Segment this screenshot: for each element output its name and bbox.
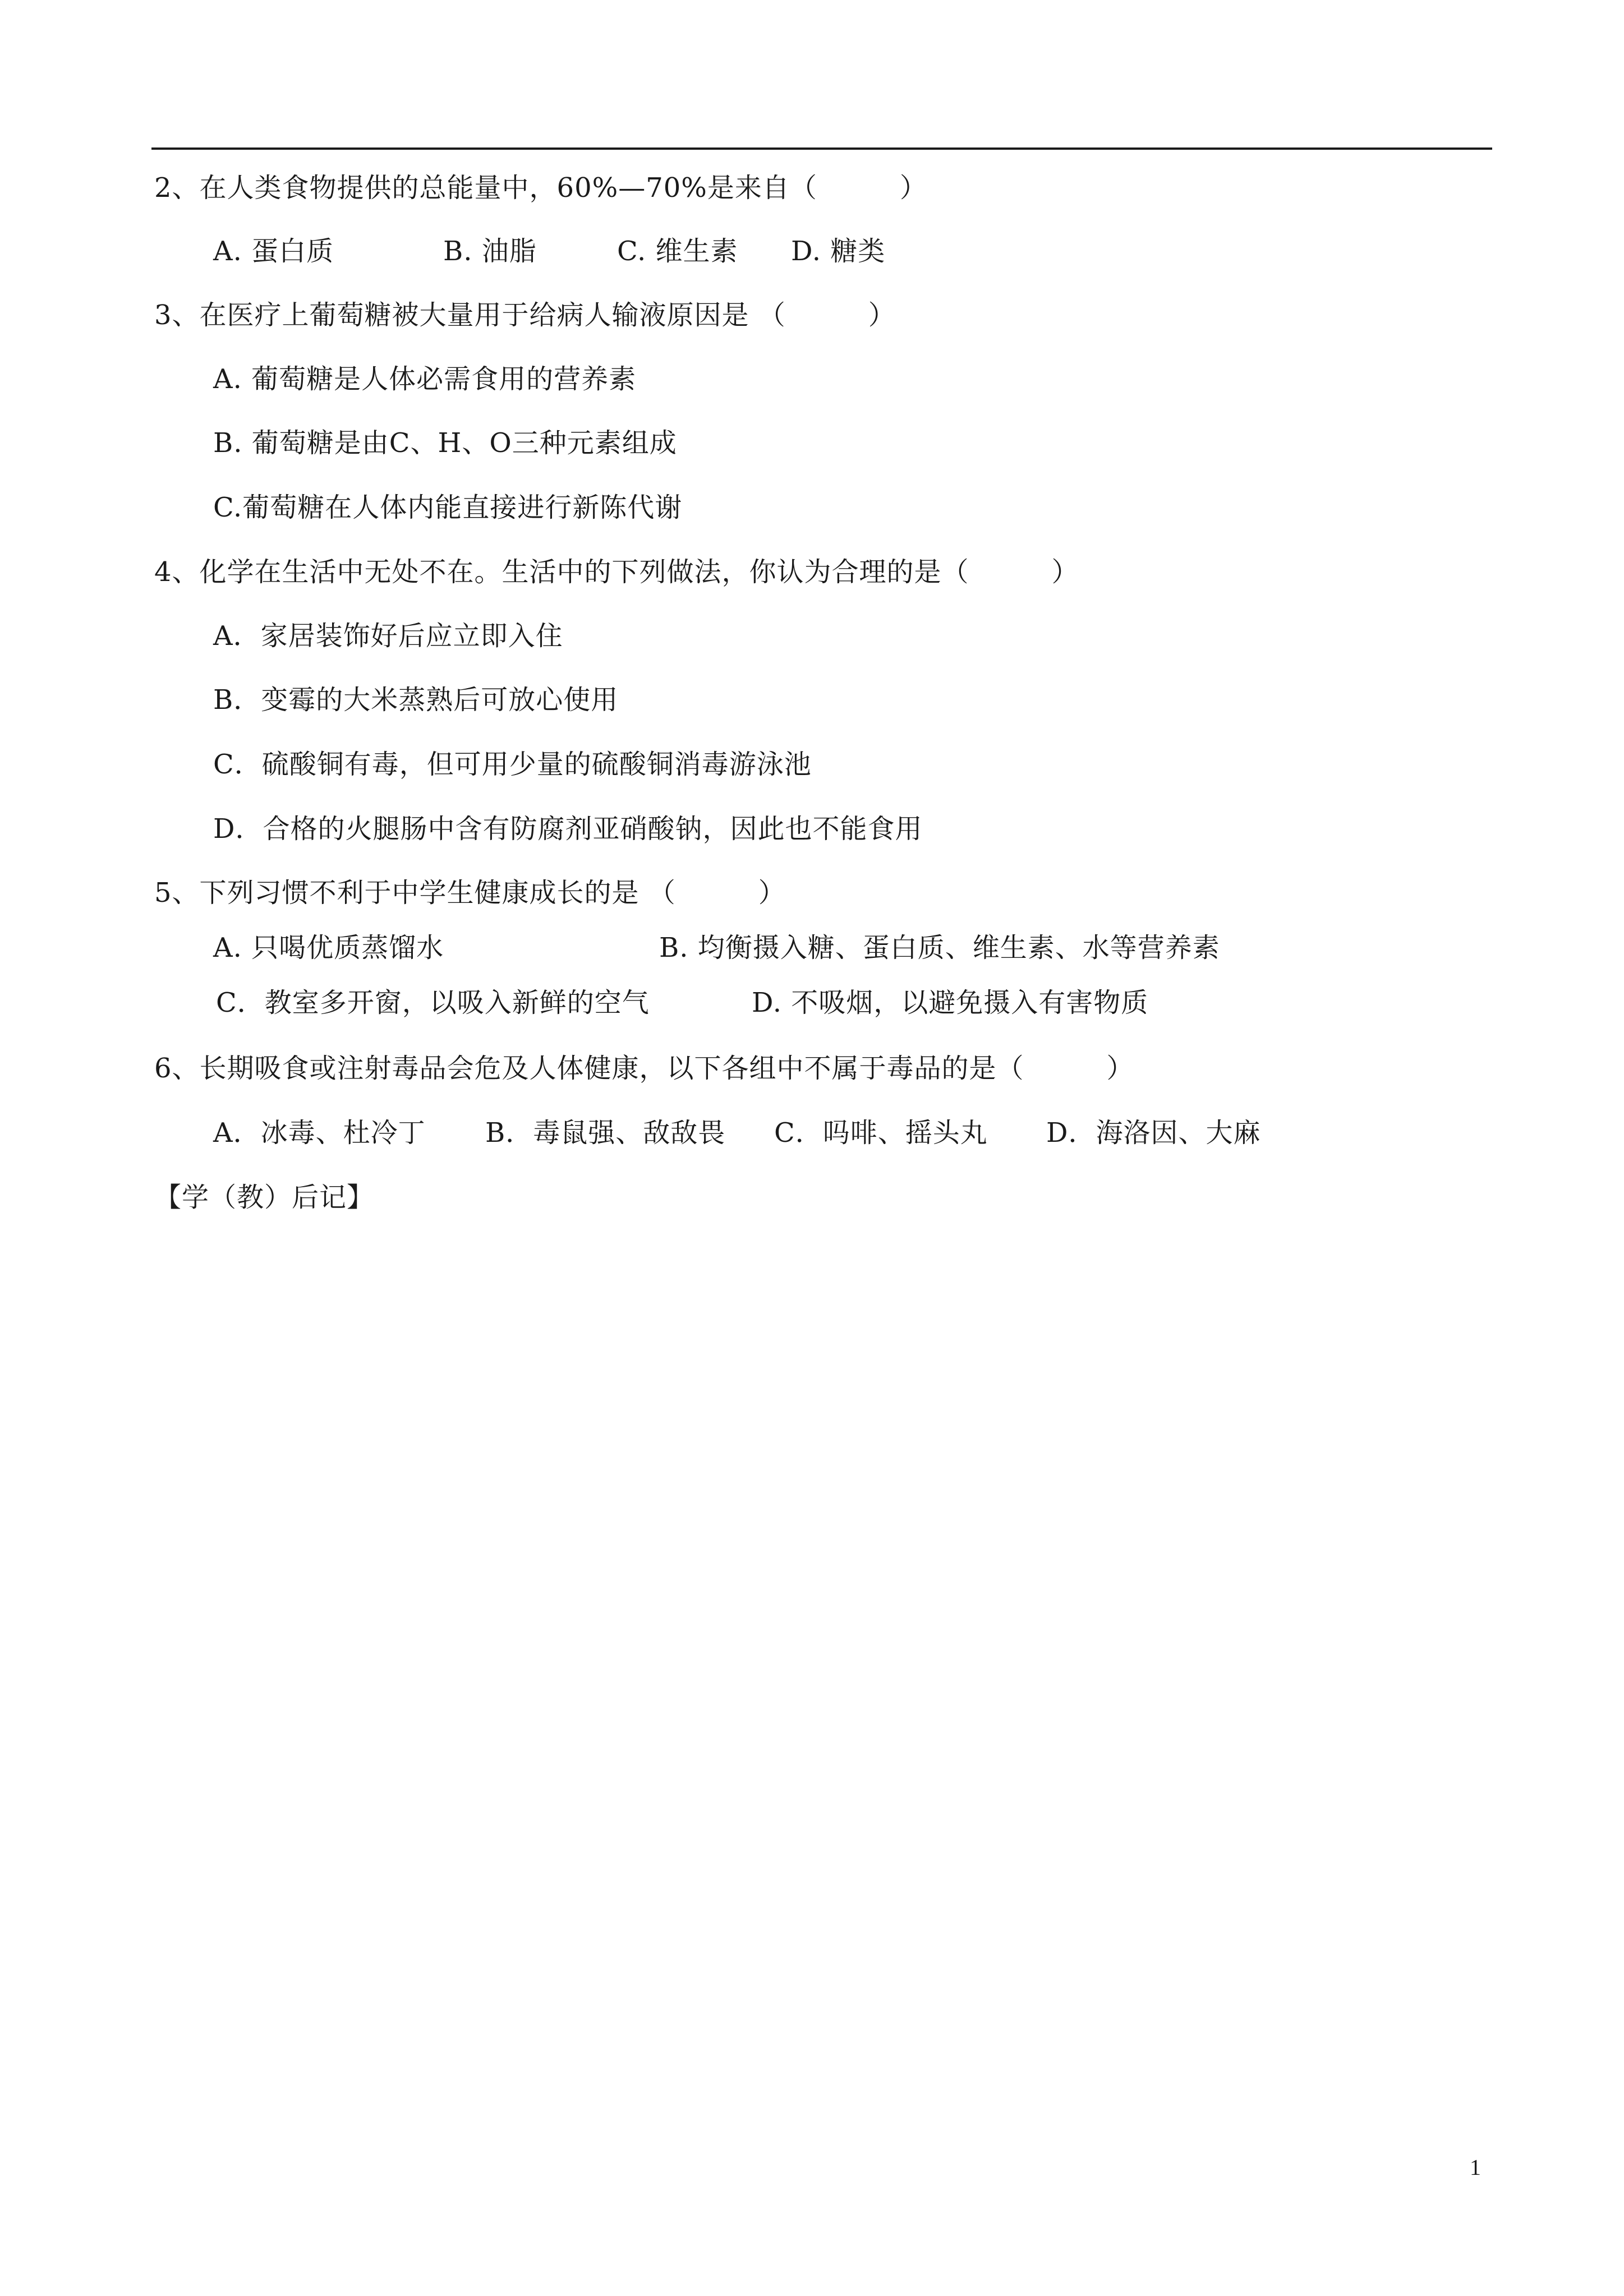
question-3-option-a: A. 葡萄糖是人体必需食用的营养素 <box>213 363 637 395</box>
question-4-option-c: C．硫酸铜有毒，但可用少量的硫酸铜消毒游泳池 <box>213 749 812 780</box>
question-4-stem: 4、化学在生活中无处不在。生活中的下列做法，你认为合理的是（ ） <box>154 556 1079 588</box>
question-6-option-b: B．毒鼠强、敌敌畏 <box>485 1117 726 1149</box>
question-5-stem: 5、下列习惯不利于中学生健康成长的是 （ ） <box>154 877 786 909</box>
question-6-stem: 6、长期吸食或注射毒品会危及人体健康，以下各组中不属于毒品的是（ ） <box>154 1053 1134 1084</box>
question-4-option-d: D．合格的火腿肠中含有防腐剂亚硝酸钠，因此也不能食用 <box>213 813 923 845</box>
question-6-option-a: A．冰毒、杜冷丁 <box>213 1117 426 1149</box>
question-4-option-b: B．变霉的大米蒸熟后可放心使用 <box>213 684 619 716</box>
question-3-option-c: C.葡萄糖在人体内能直接进行新陈代谢 <box>213 492 683 523</box>
question-2-stem: 2、在人类食物提供的总能量中，60%—70%是来自（ ） <box>154 172 927 204</box>
question-2-option-c: C. 维生素 <box>617 236 738 267</box>
question-2-option-a: A. 蛋白质 <box>213 236 334 267</box>
question-3-option-b: B. 葡萄糖是由C、H、O三种元素组成 <box>213 427 677 459</box>
question-3-stem: 3、在医疗上葡萄糖被大量用于给病人输液原因是 （ ） <box>154 299 896 331</box>
page-number: 1 <box>1470 2155 1481 2180</box>
question-5-option-b: B. 均衡摄入糖、蛋白质、维生素、水等营养素 <box>659 932 1220 963</box>
question-6-option-c: C．吗啡、摇头丸 <box>774 1117 988 1149</box>
postscript-heading: 【学（教）后记】 <box>154 1182 375 1213</box>
question-4-option-a: A．家居装饰好后应立即入住 <box>213 620 563 652</box>
question-5-option-a: A. 只喝优质蒸馏水 <box>213 932 444 963</box>
question-5-option-c: C．教室多开窗，以吸入新鲜的空气 <box>216 987 650 1018</box>
question-2-option-d: D. 糖类 <box>791 236 886 267</box>
question-2-option-b: B. 油脂 <box>443 236 537 267</box>
question-5-option-d: D. 不吸烟，以避免摄入有害物质 <box>752 987 1149 1018</box>
question-6-option-d: D．海洛因、大麻 <box>1046 1117 1261 1149</box>
header-rule <box>151 147 1492 150</box>
